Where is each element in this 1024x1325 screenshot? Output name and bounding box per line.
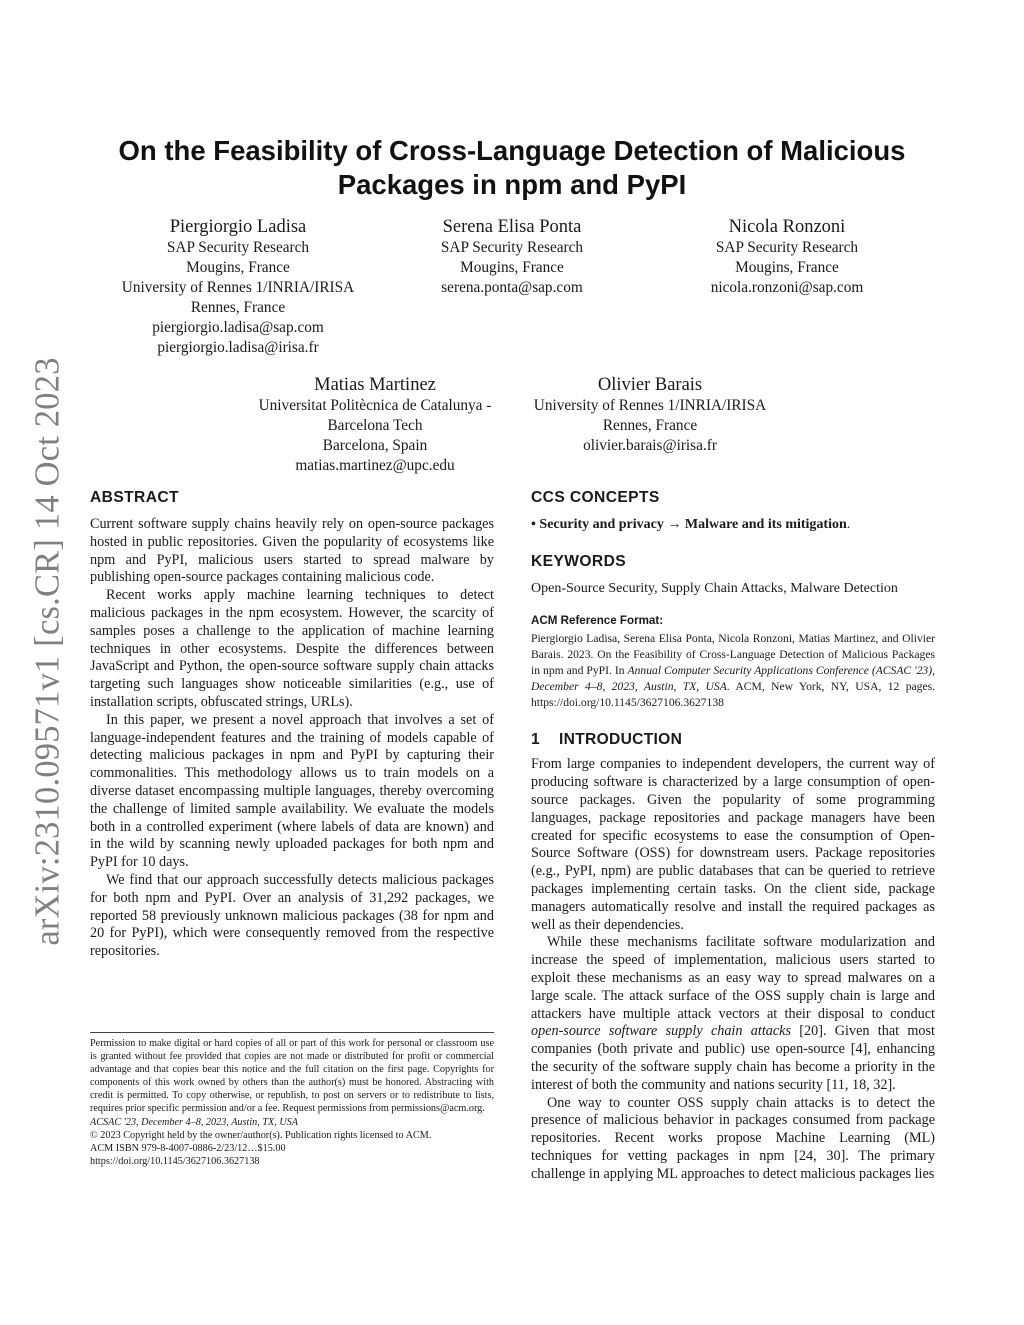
author-affiliation: University of Rennes 1/INRIA/IRISA bbox=[121, 279, 355, 296]
author-affiliation: Universitat Politècnica de Catalunya - bbox=[258, 397, 492, 414]
intro-emphasis: open-source software supply chain attacks bbox=[531, 1023, 791, 1040]
intro-paragraph bbox=[531, 934, 935, 1094]
doi-link[interactable]: https://doi.org/10.1145/3627106.3627138 bbox=[90, 1155, 260, 1167]
abstract-paragraph: Recent works apply machine learning techniques to detect malicious packages in the npm ecosystem. However, the scarcity of samples poses a challenge to the application of machine learning techniques in other ecosystems. Despite the differences between JavaScript and Python, the open-source software supply chain attacks targeting such languages show noticeable similarities (e.g., use of installation scripts, obfuscated strings, URLs). bbox=[90, 587, 494, 710]
abstract-heading: ABSTRACT bbox=[90, 489, 179, 506]
author-affiliation: SAP Security Research bbox=[166, 239, 310, 256]
author-affiliation: University of Rennes 1/INRIA/IRISA bbox=[533, 397, 767, 414]
arxiv-identifier bbox=[18, 356, 78, 946]
author-affiliation: SAP Security Research bbox=[440, 239, 584, 256]
reference-text-pre: Piergiorgio Ladisa, Serena Elisa Ponta, Nicola Ronzoni, Matias Martinez, and Olivier Barais. 2023. On the Feasibility of Cross-Language Detection of Malicious Packages in npm and PyPI. In bbox=[531, 632, 935, 677]
abstract-paragraph: We find that our approach successfully detects malicious packages for both npm and PyPI. Over an analysis of 31,292 packages, we reported 58 previously unknown malicious packages (38 for npm and 20 for PyPI), which were consequently removed from the respective repositories. bbox=[90, 871, 494, 960]
section-number: 1 bbox=[531, 731, 540, 749]
venue-line: ACSAC '23, December 4–8, 2023, Austin, TX, USA bbox=[90, 1116, 298, 1128]
left-column bbox=[90, 488, 494, 961]
author-email: matias.martinez@upc.edu bbox=[295, 457, 455, 474]
intro-text: While these mechanisms facilitate software modularization and increase the speed of implementation, malicious users started to exploit these mechanisms as an easy way to spread malwares on a large scale. The attack surface of the OSS supply chain is large and attackers have multiple attack vectors at their disposal to conduct bbox=[531, 934, 935, 1022]
author-location: Mougins, France bbox=[735, 259, 839, 276]
author-block bbox=[516, 374, 784, 456]
right-column bbox=[531, 488, 935, 1184]
author-email: serena.ponta@sap.com bbox=[441, 279, 583, 296]
intro-paragraph: From large companies to independent developers, the current way of producing software is characterized by a large consumption of open-source packages. Given the popularity of some programming languages, package repositories and package managers have been created for specific ecosystems to ease the consumption of Open-Source Software (OSS) for downstream users. Package repositories (e.g., PyPI, npm) are public databases that can be queried to retrieve packages implementing certain tasks. On the client side, package managers automatically resolve and install the required packages as well as their dependencies. bbox=[531, 756, 935, 933]
copyright-line: © 2023 Copyright held by the owner/author(s). Publication rights licensed to ACM. bbox=[90, 1129, 432, 1141]
title-line-2: Packages in npm and PyPI bbox=[337, 169, 687, 200]
reference-venue: Annual Computer Security Applications Conference (ACSAC '23), December 4–8, 2023, Austin, TX, USA bbox=[531, 663, 935, 693]
section-title: INTRODUCTION bbox=[559, 731, 683, 749]
arxiv-identifier-text: arXiv:2310.09571v1 [cs.CR] 14 Oct 2023 bbox=[28, 356, 67, 946]
reference-text-post: . ACM, New York, NY, USA, 12 pages. https://doi.org/10.1145/3627106.3627138 bbox=[531, 679, 936, 709]
keywords-heading: KEYWORDS bbox=[531, 552, 627, 570]
author-email: piergiorgio.ladisa@sap.com bbox=[152, 319, 324, 336]
author-name: Matias Martinez bbox=[314, 375, 436, 395]
author-block bbox=[672, 216, 902, 298]
title-line-1: On the Feasibility of Cross-Language Detection of Malicious bbox=[118, 135, 906, 166]
author-name: Serena Elisa Ponta bbox=[442, 217, 582, 237]
intro-text: [20]. Given that most companies (both private and public) use open-source [4], enhancing the security of the software supply chain has become a priority in the interest of both the community and nations security [11, 18, 32]. bbox=[531, 1023, 935, 1093]
author-affiliation: Barcelona Tech bbox=[327, 417, 423, 434]
author-block bbox=[100, 216, 376, 358]
intro-paragraph: One way to counter OSS supply chain attacks is to detect the presence of malicious behavior in packages consumed from package repositories. Recent works propose Machine Learning (ML) techniques for vetting packages in npm [24, 30]. The primary challenge in applying ML approaches to detect malicious packages lies bbox=[531, 1094, 935, 1182]
author-location: Mougins, France bbox=[460, 259, 564, 276]
permission-notice: Permission to make digital or hard copies of all or part of this work for personal or classroom use is granted without fee provided that copies are not made or distributed for profit or commercial advantage and that copies bear this notice and the full citation on the first page. Copyrights for components of this work owned by others than the author(s) must be honored. Abstracting with credit is permitted. To copy otherwise, or republish, to post on servers or to redistribute to lists, requires prior specific permission and/or a fee. Request permissions from permissions@acm.org. bbox=[90, 1038, 494, 1115]
keywords-text: Open-Source Security, Supply Chain Attacks, Malware Detection bbox=[531, 580, 898, 596]
author-block bbox=[236, 374, 514, 476]
author-name: Olivier Barais bbox=[597, 375, 703, 395]
author-name: Piergiorgio Ladisa bbox=[169, 217, 307, 237]
reference-format-text bbox=[531, 631, 935, 710]
ccs-heading: CCS CONCEPTS bbox=[531, 489, 660, 506]
introduction-heading bbox=[531, 730, 935, 750]
ccs-concept-main: Security and privacy bbox=[539, 517, 664, 532]
author-email: piergiorgio.ladisa@irisa.fr bbox=[157, 339, 319, 356]
abstract-paragraph: In this paper, we present a novel approach that involves a set of language-independent features and the training of models capable of detecting malicious packages in npm and PyPI by capturing their commonalities. This methodology allows us to train models on a diverse dataset encompassing multiple languages, thereby overcoming the challenge of limited sample availability. We evaluate the models both in a controlled experiment (where labels of data are known) and in the wild by scanning newly uploaded packages for both npm and PyPI for 10 days. bbox=[90, 711, 494, 871]
ccs-bullet: • bbox=[531, 517, 540, 532]
ccs-end: . bbox=[846, 517, 851, 532]
ccs-concept-sub: Malware and its mitigation bbox=[684, 517, 847, 532]
author-location: Rennes, France bbox=[602, 417, 698, 434]
author-location: Barcelona, Spain bbox=[322, 437, 428, 454]
ccs-concept bbox=[531, 516, 935, 534]
paper-title bbox=[100, 134, 924, 202]
author-email: olivier.barais@irisa.fr bbox=[583, 437, 717, 454]
author-email: nicola.ronzoni@sap.com bbox=[710, 279, 864, 296]
reference-format-heading: ACM Reference Format: bbox=[531, 613, 664, 627]
author-location: Mougins, France bbox=[186, 259, 290, 276]
abstract-paragraph: Current software supply chains heavily rely on open-source packages hosted in public repositories. Given the popularity of ecosystems like npm and PyPI, malicious users started to spread malware by publishing open-source packages containing malicious code. bbox=[90, 516, 494, 586]
author-affiliation: SAP Security Research bbox=[715, 239, 859, 256]
ccs-arrow: → bbox=[663, 517, 685, 532]
author-block bbox=[398, 216, 626, 298]
isbn-line: ACM ISBN 979-8-4007-0886-2/23/12…$15.00 bbox=[90, 1142, 286, 1154]
copyright-footnote bbox=[90, 1032, 494, 1168]
author-name: Nicola Ronzoni bbox=[728, 217, 846, 237]
author-location: Rennes, France bbox=[190, 299, 286, 316]
